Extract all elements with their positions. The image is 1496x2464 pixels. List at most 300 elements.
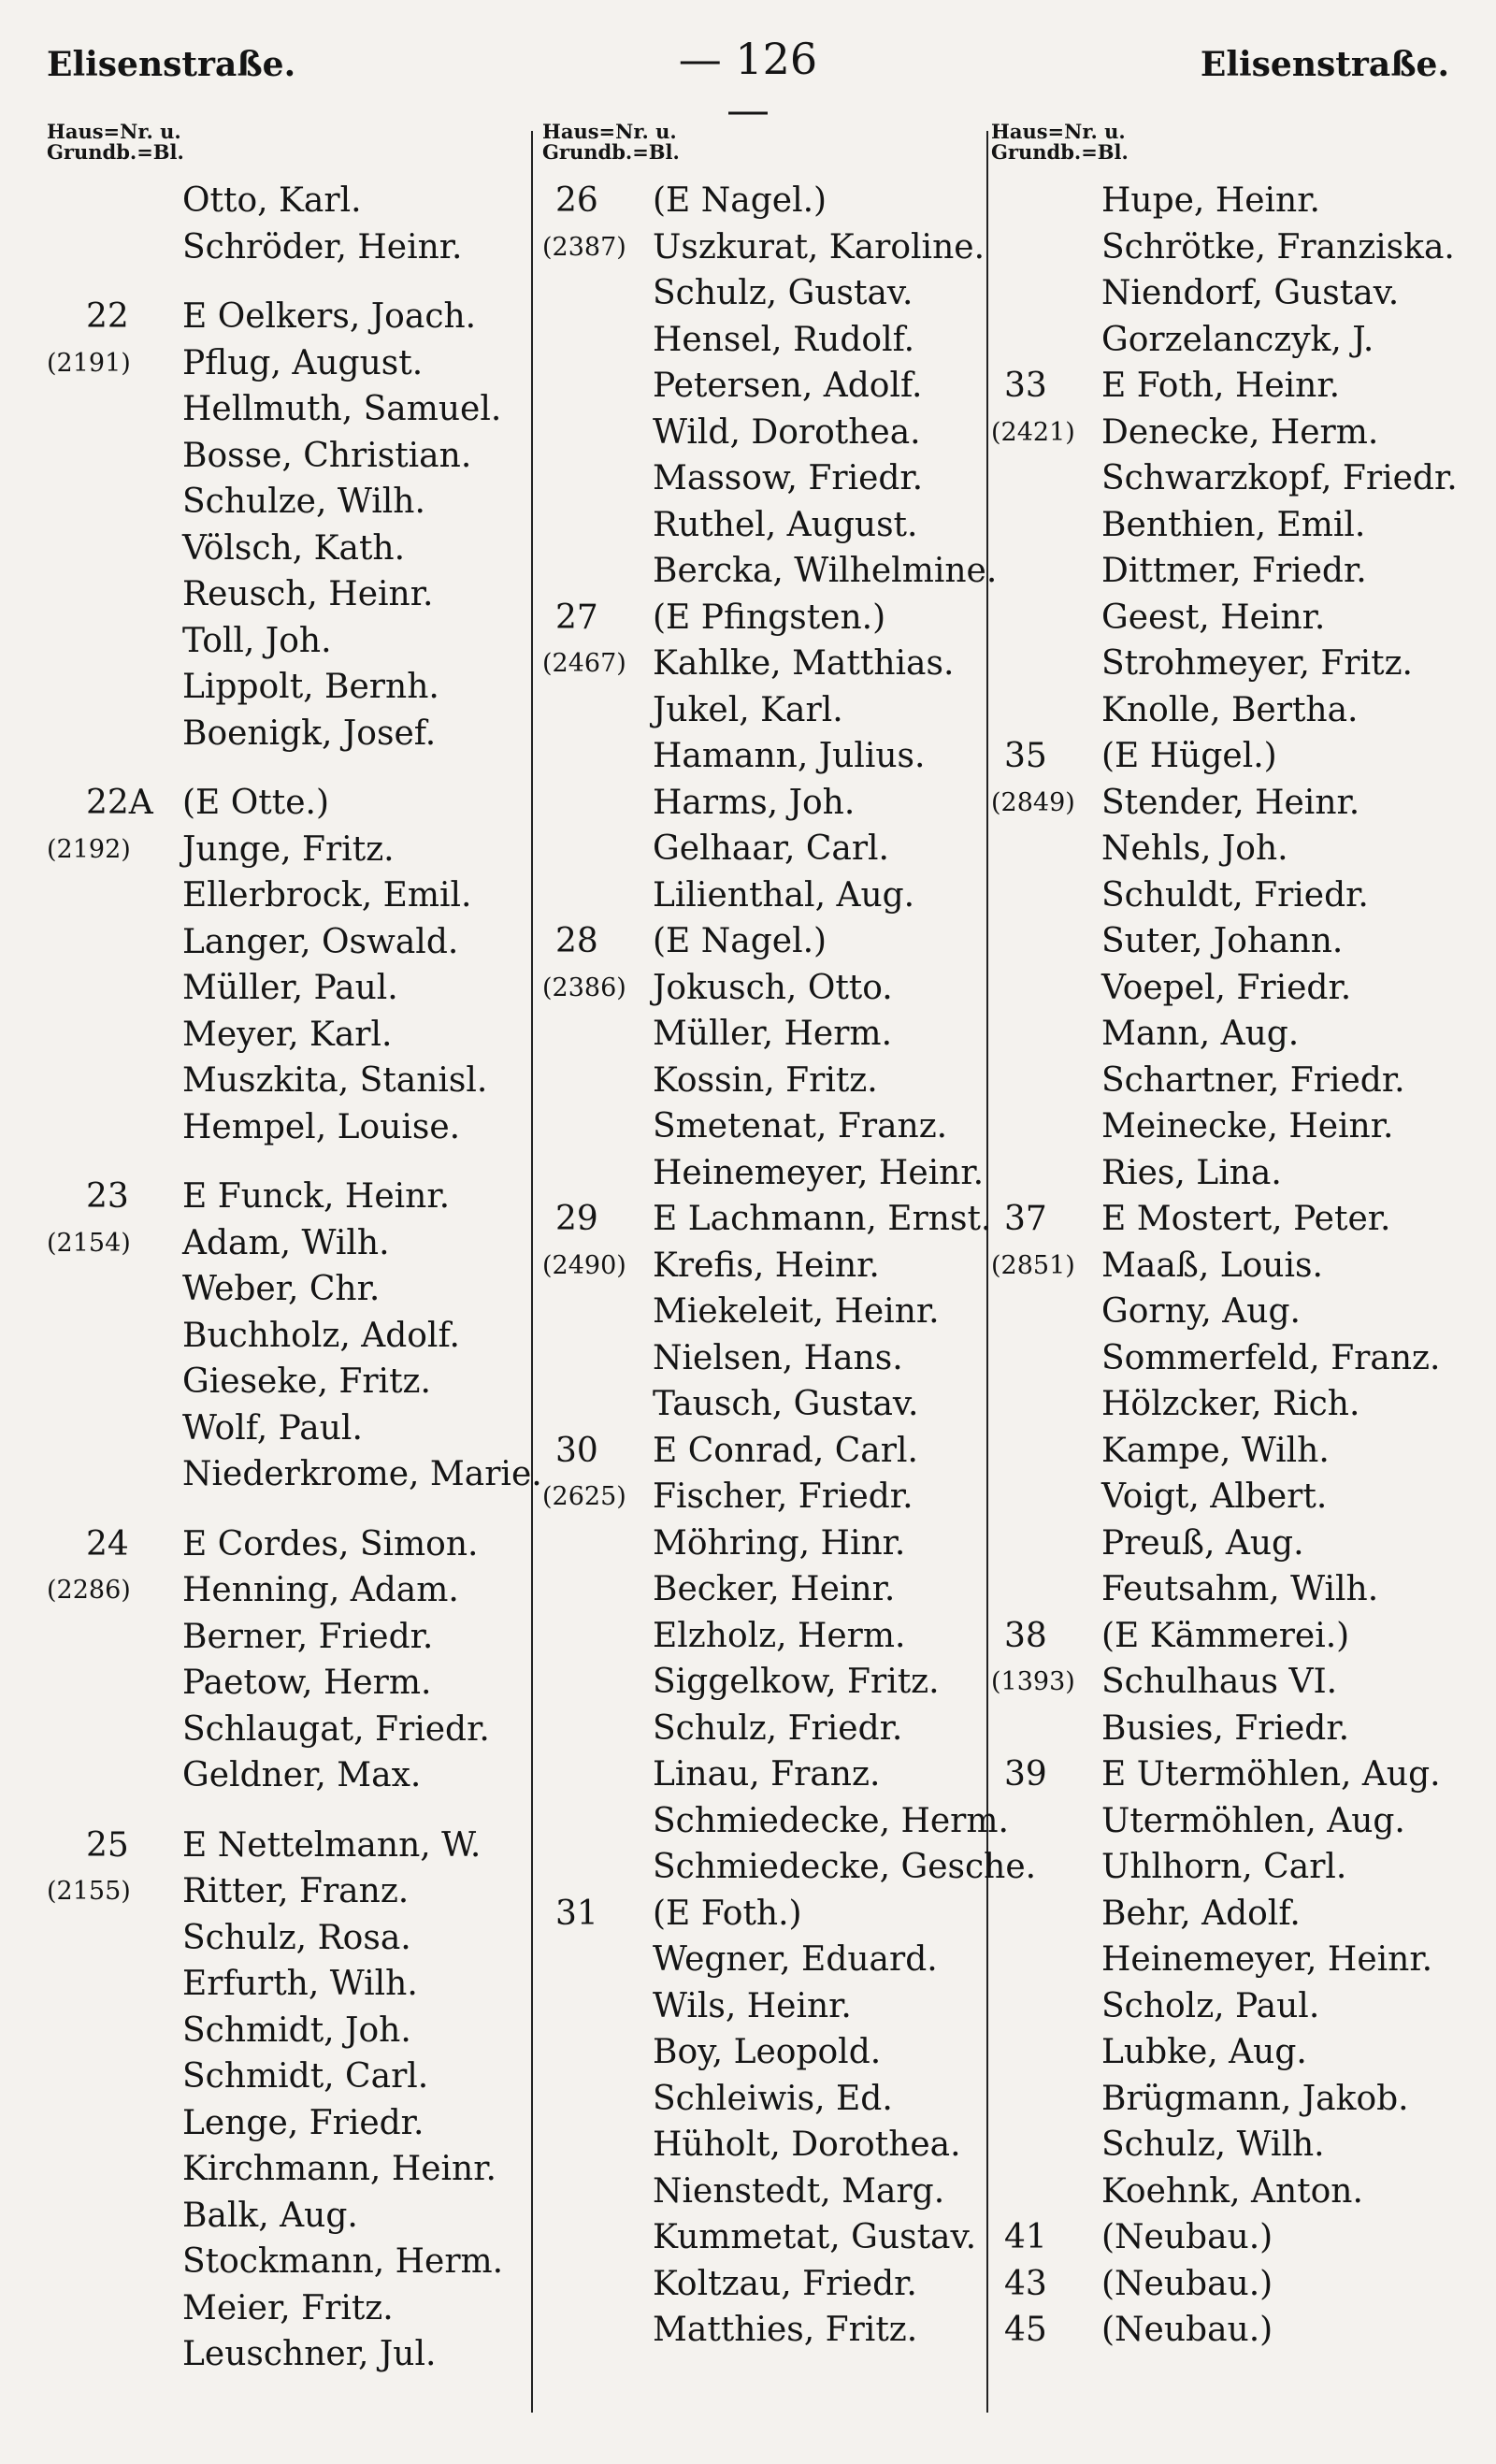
- resident-entry: [991, 1659, 1477, 1706]
- house-entry: [542, 918, 1000, 965]
- resident-name: Otto, Karl.: [182, 181, 362, 220]
- resident-entry: [542, 1706, 1000, 1752]
- resident-name: (E Kämmerei.): [1101, 1616, 1350, 1655]
- resident-entry: [991, 918, 1477, 965]
- resident-name: Langer, Oswald.: [182, 922, 459, 961]
- resident-entry: [991, 872, 1477, 919]
- resident-name: Junge, Fritz.: [182, 829, 395, 869]
- house-number: 37: [1004, 1200, 1047, 1238]
- resident-entry: [542, 1798, 1009, 1845]
- house-number: 30: [555, 1431, 598, 1470]
- resident-entry: [991, 224, 1477, 271]
- block-spacer: [47, 756, 542, 780]
- resident-entry: [991, 687, 1477, 734]
- resident-entry: [47, 664, 542, 711]
- resident-entry: [991, 1150, 1477, 1197]
- resident-entry: [542, 2261, 1000, 2308]
- block-spacer: [47, 1799, 542, 1823]
- resident-name: Niederkrome, Marie.: [182, 1455, 542, 1493]
- resident-name: Smetenat, Franz.: [653, 1107, 948, 1146]
- resident-name: Wolf, Paul.: [182, 1408, 363, 1448]
- resident-name: Stockmann, Herm.: [182, 2242, 504, 2281]
- resident-entry: [991, 1243, 1477, 1290]
- house-entry: [47, 1521, 542, 1568]
- resident-name: Henning, Adam.: [182, 1571, 459, 1609]
- house-number: 35: [1004, 737, 1047, 775]
- resident-name: Toll, Joh.: [182, 621, 332, 660]
- resident-name: Paetow, Herm.: [182, 1664, 432, 1702]
- resident-name: Hüholt, Dorothea.: [653, 2125, 961, 2164]
- resident-name: Muszkita, Stanisl.: [182, 1061, 488, 1100]
- house-number: 24: [86, 1524, 129, 1563]
- resident-name: Harms, Joh.: [653, 783, 856, 822]
- land-register-number: (2467): [542, 649, 626, 678]
- resident-name: Schröder, Heinr.: [182, 227, 463, 267]
- resident-entry: [542, 2029, 1000, 2076]
- house-entry: [991, 1751, 1477, 1798]
- resident-name: Boy, Leopold.: [653, 2033, 882, 2071]
- resident-entry: [47, 1451, 542, 1498]
- resident-name: Balk, Aug.: [182, 2196, 358, 2235]
- resident-entry: [991, 1937, 1477, 1983]
- resident-entry: [542, 548, 1000, 595]
- resident-entry: [47, 1707, 542, 1753]
- resident-name: Petersen, Adolf.: [653, 367, 923, 405]
- resident-entry: [47, 872, 542, 919]
- resident-entry: [47, 571, 542, 618]
- resident-name: Müller, Paul.: [182, 969, 398, 1007]
- house-entry: [47, 1174, 542, 1220]
- resident-name: Ellerbrock, Emil.: [182, 876, 472, 915]
- resident-entry: [991, 410, 1477, 456]
- resident-name: (E Hügel.): [1101, 737, 1277, 775]
- resident-entry: [991, 1798, 1477, 1845]
- resident-name: Becker, Heinr.: [653, 1570, 896, 1608]
- resident-name: Ritter, Franz.: [182, 1872, 410, 1910]
- resident-name: Hensel, Rudolf.: [653, 320, 915, 359]
- resident-name: Pflug, August.: [182, 343, 424, 382]
- resident-entry: [542, 1751, 1000, 1798]
- resident-name: Ruthel, August.: [653, 505, 918, 544]
- column-header-line2: Grundb.=Bl.: [542, 140, 680, 164]
- land-register-number: (2625): [542, 1482, 626, 1511]
- resident-entry: [47, 1614, 542, 1661]
- resident-name: Behr, Adolf.: [1101, 1894, 1301, 1933]
- resident-entry: [542, 1103, 1000, 1150]
- resident-entry: [991, 2076, 1477, 2123]
- resident-name: Hölzcker, Rich.: [1101, 1385, 1360, 1423]
- resident-name: Lippolt, Bernh.: [182, 668, 439, 706]
- resident-name: Schulhaus VI.: [1101, 1663, 1338, 1701]
- resident-entry: [991, 1103, 1477, 1150]
- entry-list: [47, 178, 542, 2378]
- resident-name: Krefis, Heinr.: [653, 1246, 880, 1285]
- resident-name: Hellmuth, Samuel.: [182, 390, 502, 428]
- resident-entry: [991, 2029, 1477, 2076]
- resident-entry: [47, 965, 542, 1012]
- house-entry: [991, 363, 1477, 410]
- resident-entry: [542, 1566, 1000, 1613]
- resident-name: E Cordes, Simon.: [182, 1524, 479, 1563]
- resident-entry: [991, 641, 1477, 687]
- resident-entry: [991, 1428, 1477, 1475]
- house-entry: [47, 294, 542, 340]
- column-header-line2: Grundb.=Bl.: [47, 140, 184, 164]
- resident-name: E Lachmann, Ernst.: [653, 1200, 992, 1238]
- resident-entry: [47, 224, 542, 271]
- resident-entry: [542, 965, 1000, 1012]
- block-spacer: [47, 1498, 542, 1521]
- resident-entry: [991, 2169, 1477, 2215]
- resident-entry: [991, 1381, 1477, 1428]
- resident-name: Mann, Aug.: [1101, 1015, 1300, 1053]
- resident-entry: [542, 455, 1000, 502]
- resident-name: Schartner, Friedr.: [1101, 1060, 1405, 1100]
- resident-name: Bercka, Wilhelmine.: [653, 552, 998, 590]
- resident-name: Brügmann, Jakob.: [1101, 2079, 1409, 2118]
- resident-name: Adam, Wilh.: [182, 1223, 390, 1262]
- resident-name: (E Nagel.): [653, 181, 827, 220]
- resident-entry: [542, 502, 1000, 549]
- resident-entry: [47, 2331, 542, 2378]
- resident-entry: [991, 1011, 1477, 1058]
- resident-entry: [542, 270, 1000, 317]
- resident-name: (E Pfingsten.): [653, 598, 886, 637]
- resident-name: Schulze, Wilh.: [182, 483, 425, 521]
- land-register-number: (1393): [991, 1667, 1075, 1696]
- resident-entry: [991, 1891, 1477, 1938]
- resident-entry: [47, 1660, 542, 1707]
- resident-entry: [991, 1335, 1477, 1382]
- block-spacer: [47, 270, 542, 294]
- resident-name: Preuß, Aug.: [1101, 1523, 1304, 1563]
- house-number: 27: [555, 598, 598, 637]
- resident-name: Wild, Dorothea.: [653, 412, 921, 452]
- land-register-number: (2386): [542, 973, 626, 1002]
- resident-entry: [47, 2285, 542, 2332]
- resident-name: Kummetat, Gustav.: [653, 2218, 977, 2256]
- house-number: 33: [1004, 367, 1047, 405]
- resident-name: E Oelkers, Joach.: [182, 297, 477, 336]
- resident-name: E Mostert, Peter.: [1101, 1200, 1391, 1238]
- resident-entry: [47, 1961, 542, 2008]
- resident-name: Voigt, Albert.: [1101, 1477, 1328, 1516]
- resident-name: Elzholz, Herm.: [653, 1616, 906, 1655]
- resident-entry: [47, 618, 542, 665]
- resident-name: Maaß, Louis.: [1101, 1246, 1323, 1285]
- resident-name: Schmiedecke, Herm.: [653, 1801, 1009, 1840]
- house-number: 39: [1004, 1755, 1047, 1794]
- house-entry: [47, 1823, 542, 1869]
- resident-entry: [991, 548, 1477, 595]
- house-number: 38: [1004, 1616, 1047, 1655]
- resident-entry: [47, 711, 542, 757]
- resident-entry: [542, 780, 1000, 827]
- resident-entry: [542, 1243, 1000, 1290]
- resident-name: (Neubau.): [1101, 2218, 1273, 2256]
- resident-entry: [47, 340, 542, 387]
- resident-entry: [991, 1474, 1477, 1520]
- resident-entry: [47, 433, 542, 480]
- resident-name: Reusch, Heinr.: [182, 575, 434, 613]
- resident-name: Matthies, Fritz.: [653, 2311, 918, 2349]
- resident-name: Heinemeyer, Heinr.: [1101, 1940, 1433, 1979]
- resident-entry: [47, 1012, 542, 1059]
- directory-column-3: [991, 122, 1477, 2354]
- resident-entry: [47, 1266, 542, 1313]
- resident-name: Hempel, Louise.: [182, 1107, 461, 1146]
- resident-name: Schmiedecke, Gesche.: [653, 1848, 1037, 1886]
- resident-entry: [47, 1058, 542, 1104]
- resident-name: Schulz, Rosa.: [182, 1918, 411, 1957]
- resident-name: Kirchmann, Heinr.: [182, 2150, 496, 2188]
- resident-entry: [47, 1567, 542, 1614]
- resident-name: Busies, Friedr.: [1101, 1708, 1350, 1748]
- resident-entry: [542, 1011, 1000, 1058]
- resident-name: (E Foth.): [653, 1894, 802, 1933]
- resident-entry: [47, 1752, 542, 1799]
- resident-entry: [991, 965, 1477, 1012]
- resident-entry: [542, 1289, 1000, 1335]
- resident-entry: [47, 526, 542, 572]
- resident-entry: [47, 2239, 542, 2285]
- resident-entry: [542, 1937, 1000, 1983]
- land-register-number: (2851): [991, 1250, 1075, 1280]
- house-entry: [542, 1428, 1000, 1475]
- resident-name: Dittmer, Friedr.: [1101, 552, 1367, 590]
- house-number: 29: [555, 1200, 598, 1238]
- column-header: [47, 122, 542, 178]
- resident-entry: [47, 479, 542, 526]
- resident-name: Schmidt, Carl.: [182, 2057, 429, 2096]
- resident-name: E Utermöhlen, Aug.: [1101, 1755, 1441, 1794]
- house-number: 28: [555, 922, 598, 960]
- land-register-number: (2154): [47, 1228, 131, 1258]
- house-entry: [991, 2307, 1477, 2354]
- resident-name: Strohmeyer, Fritz.: [1101, 644, 1413, 683]
- resident-name: Völsch, Kath.: [182, 528, 406, 568]
- resident-name: (Neubau.): [1101, 2311, 1273, 2349]
- resident-name: Gieseke, Fritz.: [182, 1362, 431, 1401]
- resident-name: Denecke, Herm.: [1101, 412, 1379, 452]
- resident-entry: [991, 178, 1477, 224]
- resident-entry: [991, 1844, 1477, 1891]
- resident-name: Bosse, Christian.: [182, 436, 472, 475]
- resident-name: Erfurth, Wilh.: [182, 1965, 418, 2003]
- house-entry: [991, 2261, 1477, 2308]
- resident-name: E Funck, Heinr.: [182, 1177, 451, 1216]
- resident-name: Miekeleit, Heinr.: [653, 1292, 940, 1331]
- resident-entry: [542, 826, 1000, 872]
- land-register-number: (2155): [47, 1877, 131, 1906]
- resident-entry: [542, 1381, 1000, 1428]
- resident-name: Feutsahm, Wilh.: [1101, 1570, 1379, 1608]
- resident-name: Gorzelanczyk, J.: [1101, 320, 1374, 359]
- resident-name: Uhlhorn, Carl.: [1101, 1848, 1347, 1886]
- resident-name: Schleiwis, Ed.: [653, 2079, 893, 2118]
- land-register-number: (2191): [47, 348, 131, 378]
- column-header-line1: Haus=Nr. u.: [991, 120, 1126, 143]
- entry-list: [991, 178, 1477, 2354]
- resident-entry: [542, 687, 1000, 734]
- land-register-number: (2192): [47, 834, 131, 864]
- resident-name: Boenigk, Josef.: [182, 713, 437, 753]
- house-entry: [991, 1196, 1477, 1243]
- resident-entry: [47, 2100, 542, 2147]
- house-number: 22: [86, 297, 129, 336]
- column-header: [991, 122, 1477, 178]
- resident-name: Schwarzkopf, Friedr.: [1101, 459, 1458, 497]
- house-entry: [991, 1613, 1477, 1660]
- resident-name: Hamann, Julius.: [653, 737, 926, 775]
- resident-name: Fischer, Friedr.: [653, 1477, 913, 1516]
- resident-entry: [47, 178, 542, 224]
- resident-entry: [542, 2307, 1000, 2354]
- resident-name: Benthien, Emil.: [1101, 505, 1366, 544]
- resident-entry: [47, 1220, 542, 1267]
- resident-name: Schuldt, Friedr.: [1101, 875, 1369, 915]
- resident-name: Uszkurat, Karoline.: [653, 227, 985, 267]
- resident-name: Scholz, Paul.: [1101, 1986, 1320, 2025]
- resident-name: Meier, Fritz.: [182, 2288, 394, 2327]
- resident-name: Weber, Chr.: [182, 1270, 381, 1308]
- resident-entry: [542, 2169, 1000, 2215]
- resident-entry: [542, 1335, 1000, 1382]
- house-number: 22A: [86, 784, 153, 822]
- resident-name: Gelhaar, Carl.: [653, 829, 890, 868]
- resident-entry: [542, 2076, 1000, 2123]
- resident-name: Lubke, Aug.: [1101, 2033, 1307, 2071]
- resident-entry: [542, 1844, 1037, 1891]
- resident-name: E Conrad, Carl.: [653, 1431, 918, 1470]
- resident-name: Kossin, Fritz.: [653, 1060, 878, 1100]
- resident-name: E Nettelmann, W.: [182, 1825, 482, 1865]
- resident-name: Massow, Friedr.: [653, 459, 924, 497]
- resident-name: Geest, Heinr.: [1101, 598, 1326, 637]
- resident-name: Siggelkow, Fritz.: [653, 1663, 940, 1701]
- resident-entry: [991, 1058, 1477, 1104]
- land-register-number: (2387): [542, 232, 626, 262]
- resident-name: Schulz, Gustav.: [653, 274, 913, 312]
- resident-name: Müller, Herm.: [653, 1015, 893, 1053]
- resident-entry: [991, 1566, 1477, 1613]
- resident-entry: [991, 455, 1477, 502]
- resident-entry: [991, 1706, 1477, 1752]
- resident-name: Knolle, Bertha.: [1101, 690, 1359, 729]
- column-header-line1: Haus=Nr. u.: [542, 120, 677, 143]
- resident-name: Suter, Johann.: [1101, 922, 1344, 960]
- resident-name: Sommerfeld, Franz.: [1101, 1338, 1441, 1377]
- running-head-left: Elisenstraße.: [47, 45, 296, 84]
- resident-name: Schulz, Friedr.: [653, 1708, 903, 1748]
- resident-entry: [542, 1520, 1000, 1567]
- resident-name: Voepel, Friedr.: [1101, 968, 1352, 1007]
- house-number: 31: [555, 1894, 598, 1933]
- house-entry: [542, 1891, 1000, 1938]
- resident-entry: [47, 1104, 542, 1151]
- house-number: 45: [1004, 2311, 1047, 2349]
- resident-name: Heinemeyer, Heinr.: [653, 1153, 985, 1192]
- resident-name: Hupe, Heinr.: [1101, 181, 1320, 220]
- resident-entry: [991, 502, 1477, 549]
- resident-entry: [991, 826, 1477, 872]
- column-header: [542, 122, 1000, 178]
- resident-name: E Foth, Heinr.: [1101, 367, 1341, 405]
- resident-name: Tausch, Gustav.: [653, 1385, 919, 1423]
- resident-entry: [991, 317, 1477, 364]
- land-register-number: (2421): [991, 417, 1075, 447]
- resident-name: Schulz, Wilh.: [1101, 2125, 1325, 2164]
- resident-name: Koehnk, Anton.: [1101, 2171, 1363, 2211]
- resident-entry: [542, 1150, 1000, 1197]
- resident-entry: [542, 363, 1000, 410]
- column-header-line1: Haus=Nr. u.: [47, 120, 181, 143]
- resident-name: Gorny, Aug.: [1101, 1292, 1301, 1331]
- resident-entry: [542, 317, 1000, 364]
- resident-name: Geldner, Max.: [182, 1756, 422, 1794]
- resident-name: Schlaugat, Friedr.: [182, 1709, 490, 1749]
- resident-entry: [542, 733, 1000, 780]
- house-number: 23: [86, 1177, 129, 1216]
- resident-entry: [47, 919, 542, 966]
- house-number: 43: [1004, 2264, 1047, 2303]
- resident-name: Koltzau, Friedr.: [653, 2264, 917, 2303]
- resident-name: Jukel, Karl.: [653, 690, 843, 729]
- directory-column-1: [47, 122, 542, 2378]
- resident-name: Meinecke, Heinr.: [1101, 1107, 1394, 1146]
- block-spacer: [47, 1150, 542, 1174]
- resident-name: Meyer, Karl.: [182, 1015, 393, 1054]
- resident-name: Buchholz, Adolf.: [182, 1316, 460, 1355]
- land-register-number: (2286): [47, 1576, 131, 1605]
- house-entry: [991, 2214, 1477, 2261]
- resident-name: Nehls, Joh.: [1101, 829, 1288, 868]
- resident-entry: [991, 1289, 1477, 1335]
- resident-entry: [47, 2053, 542, 2100]
- resident-name: Kahlke, Matthias.: [653, 644, 955, 683]
- house-number: 26: [555, 181, 598, 220]
- resident-entry: [991, 595, 1477, 641]
- resident-entry: [47, 2193, 542, 2240]
- resident-name: (Neubau.): [1101, 2264, 1273, 2303]
- resident-name: Kampe, Wilh.: [1101, 1431, 1330, 1470]
- land-register-number: (2490): [542, 1250, 626, 1280]
- resident-entry: [991, 780, 1477, 827]
- resident-entry: [542, 872, 1000, 919]
- resident-entry: [47, 1915, 542, 1962]
- resident-entry: [991, 1983, 1477, 2030]
- resident-entry: [47, 827, 542, 873]
- resident-entry: [991, 270, 1477, 317]
- house-entry: [47, 780, 542, 827]
- house-entry: [542, 595, 1000, 641]
- resident-entry: [47, 2008, 542, 2054]
- resident-name: Stender, Heinr.: [1101, 783, 1360, 822]
- resident-name: Linau, Franz.: [653, 1755, 881, 1794]
- resident-entry: [542, 2122, 1000, 2169]
- resident-name: (E Otte.): [182, 784, 330, 822]
- resident-entry: [47, 1313, 542, 1360]
- resident-name: Nienstedt, Marg.: [653, 2171, 945, 2211]
- resident-entry: [542, 1474, 1000, 1520]
- resident-name: Utermöhlen, Aug.: [1101, 1801, 1405, 1840]
- resident-name: Möhring, Hinr.: [653, 1523, 906, 1563]
- resident-name: Wils, Heinr.: [653, 1986, 852, 2025]
- house-number: 25: [86, 1825, 129, 1865]
- resident-entry: [542, 224, 1000, 271]
- resident-name: Ries, Lina.: [1101, 1153, 1282, 1192]
- resident-entry: [991, 1520, 1477, 1567]
